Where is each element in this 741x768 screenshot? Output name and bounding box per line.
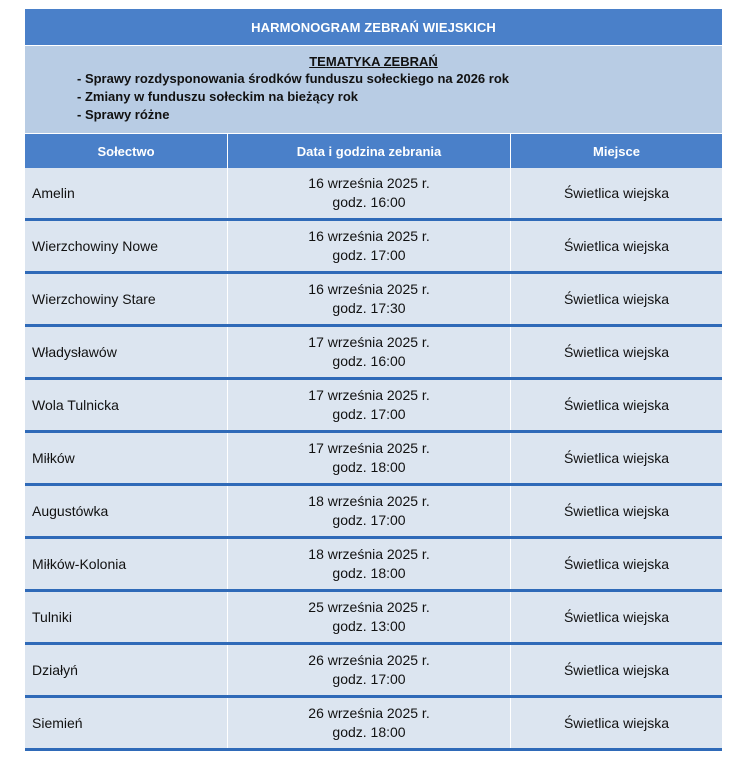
- village-cell: Wierzchowiny Nowe: [32, 238, 159, 254]
- document-title: HARMONOGRAM ZEBRAŃ WIEJSKICH: [25, 9, 722, 45]
- topic-item: - Sprawy rozdysponowania środków funduszu sołeckiego na 2026 rok: [77, 71, 509, 86]
- topics-section: [25, 45, 722, 133]
- meeting-date: 18 września 2025 r.: [308, 546, 430, 562]
- datetime-cell: [227, 221, 510, 271]
- meeting-date: 18 września 2025 r.: [308, 493, 430, 509]
- village-cell: Miłków: [32, 450, 75, 466]
- place-cell: Świetlica wiejska: [510, 274, 722, 324]
- meeting-date: 16 września 2025 r.: [308, 228, 430, 244]
- table-row: [25, 221, 722, 274]
- meeting-time: godz. 18:00: [332, 459, 406, 475]
- meeting-date: 17 września 2025 r.: [308, 440, 430, 456]
- village-cell: Miłków-Kolonia: [32, 556, 127, 572]
- meeting-date: 16 września 2025 r.: [308, 175, 430, 191]
- table-body: [25, 168, 722, 751]
- place-cell: Świetlica wiejska: [510, 380, 722, 430]
- datetime-cell: [227, 168, 510, 218]
- datetime-cell: [227, 592, 510, 642]
- village-cell: Wola Tulnicka: [32, 397, 119, 413]
- meeting-date: 17 września 2025 r.: [308, 334, 430, 350]
- topic-item: - Zmiany w funduszu sołeckim na bieżący rok: [77, 89, 359, 104]
- place-cell: Świetlica wiejska: [510, 592, 722, 642]
- topics-list: [25, 70, 722, 124]
- village-cell: Amelin: [32, 185, 75, 201]
- table-row: [25, 645, 722, 698]
- table-header: [25, 133, 722, 168]
- table-row: [25, 592, 722, 645]
- header-village: Sołectwo: [97, 143, 155, 159]
- datetime-cell: [227, 486, 510, 536]
- datetime-cell: [227, 645, 510, 695]
- meeting-time: godz. 18:00: [332, 724, 406, 740]
- meeting-time: godz. 17:00: [332, 671, 406, 687]
- table-row: [25, 380, 722, 433]
- topic-item: - Sprawy różne: [77, 107, 170, 122]
- datetime-cell: [227, 433, 510, 483]
- meeting-date: 17 września 2025 r.: [308, 387, 430, 403]
- datetime-cell: [227, 698, 510, 748]
- table-row: [25, 698, 722, 751]
- table-row: [25, 274, 722, 327]
- village-cell: Tulniki: [32, 609, 72, 625]
- schedule-document: [25, 9, 722, 751]
- header-place: Miejsce: [510, 134, 722, 168]
- village-cell: Władysławów: [32, 344, 117, 360]
- meeting-date: 26 września 2025 r.: [308, 652, 430, 668]
- place-cell: Świetlica wiejska: [510, 168, 722, 218]
- datetime-cell: [227, 380, 510, 430]
- datetime-cell: [227, 539, 510, 589]
- village-cell: Augustówka: [32, 503, 109, 519]
- table-row: [25, 168, 722, 221]
- village-cell: Siemień: [32, 715, 83, 731]
- village-cell: Działyń: [32, 662, 78, 678]
- place-cell: Świetlica wiejska: [510, 645, 722, 695]
- place-cell: Świetlica wiejska: [510, 433, 722, 483]
- table-row: [25, 433, 722, 486]
- place-cell: Świetlica wiejska: [510, 486, 722, 536]
- datetime-cell: [227, 327, 510, 377]
- meeting-time: godz. 18:00: [332, 565, 406, 581]
- topics-heading: TEMATYKA ZEBRAŃ: [309, 54, 438, 69]
- meeting-time: godz. 17:30: [332, 300, 406, 316]
- place-cell: Świetlica wiejska: [510, 327, 722, 377]
- datetime-cell: [227, 274, 510, 324]
- meeting-time: godz. 17:00: [332, 247, 406, 263]
- village-cell: Wierzchowiny Stare: [32, 291, 156, 307]
- meeting-date: 16 września 2025 r.: [308, 281, 430, 297]
- place-cell: Świetlica wiejska: [510, 698, 722, 748]
- meeting-time: godz. 13:00: [332, 618, 406, 634]
- meeting-date: 26 września 2025 r.: [308, 705, 430, 721]
- meeting-time: godz. 17:00: [332, 512, 406, 528]
- table-row: [25, 539, 722, 592]
- header-date: Data i godzina zebrania: [227, 134, 510, 168]
- table-row: [25, 486, 722, 539]
- place-cell: Świetlica wiejska: [510, 221, 722, 271]
- meeting-time: godz. 16:00: [332, 353, 406, 369]
- meeting-time: godz. 17:00: [332, 406, 406, 422]
- meeting-time: godz. 16:00: [332, 194, 406, 210]
- table-row: [25, 327, 722, 380]
- place-cell: Świetlica wiejska: [510, 539, 722, 589]
- meeting-date: 25 września 2025 r.: [308, 599, 430, 615]
